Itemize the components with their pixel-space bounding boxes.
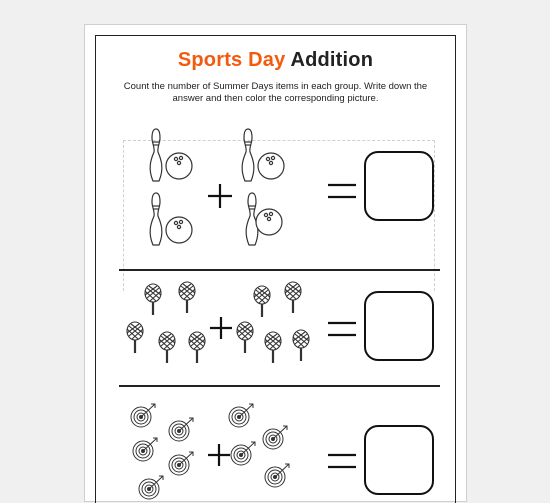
tennis-racket-icon (123, 321, 147, 355)
tennis-racket-icon (261, 331, 285, 365)
plus-sign (209, 316, 233, 340)
bowling-icon (143, 127, 195, 183)
archery-target-icon (227, 401, 255, 429)
equals-sign (327, 451, 357, 471)
bowling-icon (235, 191, 287, 247)
instructions-line-1: Count the number of Summer Days items in each group. Write down the (123, 81, 428, 92)
section-divider (119, 385, 440, 387)
title-rest: Addition (290, 49, 374, 71)
archery-target-icon (137, 473, 165, 501)
title-accent: Sports Day (177, 49, 286, 71)
tennis-racket-icon (185, 331, 209, 365)
worksheet-title (85, 49, 466, 72)
answer-box[interactable] (364, 291, 434, 361)
archery-target-icon (131, 435, 159, 463)
equals-sign (327, 319, 357, 339)
instructions (85, 81, 466, 105)
tennis-racket-icon (233, 321, 257, 355)
bowling-icon (235, 127, 287, 183)
archery-target-icon (261, 423, 289, 451)
plus-sign (207, 183, 233, 209)
archery-target-icon (129, 401, 157, 429)
equals-sign (327, 181, 357, 201)
tennis-racket-icon (289, 329, 313, 363)
bowling-icon (143, 191, 195, 247)
archery-target-icon (167, 449, 195, 477)
archery-target-icon (167, 415, 195, 443)
plus-sign (207, 443, 231, 467)
tennis-racket-icon (141, 283, 165, 317)
archery-target-icon (229, 439, 257, 467)
answer-box[interactable] (364, 151, 434, 221)
archery-target-icon (263, 461, 291, 489)
worksheet-page (84, 24, 467, 502)
instructions-line-2: answer and then color the corresponding picture. (172, 93, 379, 104)
section-divider (119, 269, 440, 271)
tennis-racket-icon (155, 331, 179, 365)
tennis-racket-icon (175, 281, 199, 315)
tennis-racket-icon (250, 285, 274, 319)
tennis-racket-icon (281, 281, 305, 315)
answer-box[interactable] (364, 425, 434, 495)
